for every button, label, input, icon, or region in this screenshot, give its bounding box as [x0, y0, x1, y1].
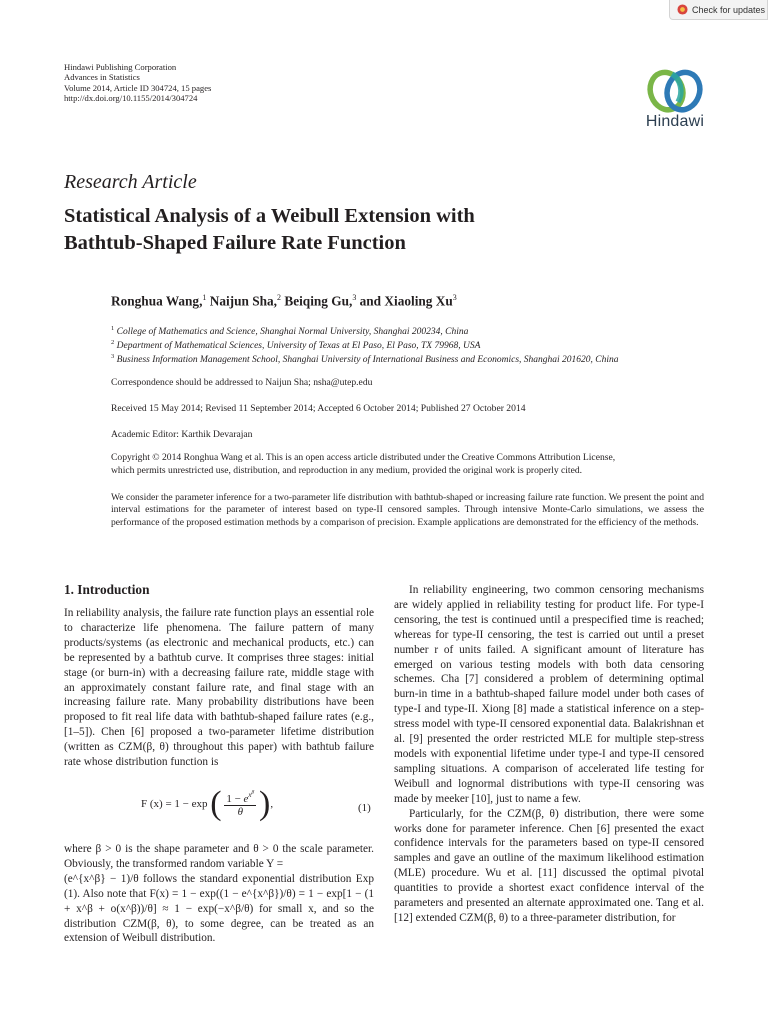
- section-heading: 1. Introduction: [64, 582, 150, 597]
- journal-info: [64, 62, 211, 104]
- left-paragraph-2-rest: (e^{x^β} − 1)/θ follows the standard exponential distribution Exp (1). Also note that F(x) = 1 − exp((1 − e^{x^β})/θ) = 1 − exp[1 − (1 + x^β + o(x^β))/θ] ≈ 1 − exp(−x^β/θ) for small x, and so the distribution CZM(β, θ), to some degree, can be treated as an extension of Weibull distribution.: [64, 872, 374, 945]
- affiliation-number: 1: [111, 325, 115, 332]
- left-column-paragraph-1: In reliability analysis, the failure rate function plays an essential role to characterize life phenomena. The failure pattern of many products/systems (as electronic and mechanical products, etc.) can be represented by a bathtub curve. It comprises three stages: initial stage (or burn-in) with a decreasing failure rate, middle stage with an approximately constant failure rate, and final stage with an increasing failure rate. Many probability distributions have been proposed to fit real life data with bathtub-shaped failure rates (e.g., [1–5]). Chen [6] proposed a two-parameter lifetime distribution (written as CZM(β, θ) throughout this paper) with bathtub failure rate whose distribution function is: [64, 607, 374, 769]
- abstract: We consider the parameter inference for a two-parameter life distribution with bathtub-shaped or increasing failure rate function. We present the point and interval estimations for the parameter of interest based on type-II censored samples. Through intensive Monte-Carlo simulations, we assess the performance of the proposed estimation methods by a comparison of precision. Example applications are demonstrated for the efficiency of the methods.: [111, 492, 704, 528]
- author-name: Beiqing Gu,: [284, 293, 353, 309]
- journal-name: Advances in Statistics: [64, 72, 140, 83]
- check-for-updates-button[interactable]: [669, 0, 768, 20]
- volume-info: Volume 2014, Article ID 304724, 15 pages: [64, 82, 212, 93]
- right-column-paragraph-2: Particularly, for the CZM(β, θ) distribution, there were some works done for parameter inference. Chen [6] presented the exact confidence intervals for the parameters based on type-II censored samples and gave an outline of the maximum likelihood estimation (MLE) procedure. Wu et al. [11] discussed the optimal pivotal quantities to provide a shortest exact confidence interval of the parameters and presented an alternate approximated one. Tang et al. [12] extended CZM(β, θ) to a three-parameter distribution, for: [394, 807, 704, 924]
- article-type: Research Article: [64, 171, 197, 193]
- affiliation-text: Department of Mathematical Sciences, University of Texas at El Paso, El Paso, TX 79968, USA: [116, 341, 481, 352]
- equation-fraction: $\frac{1 - e^{x^\beta}}{\theta}$: [226, 790, 255, 818]
- publisher: Hindawi Publishing Corporation: [64, 62, 177, 72]
- equation-1: F (x) = 1 − exp ( $\frac{1 - e^{x^\beta}}{\theta}$ ),: [141, 785, 274, 822]
- hindawi-logo-text: Hindawi: [645, 113, 705, 130]
- affiliation-3: [111, 353, 619, 365]
- copyright-line-1: Copyright © 2014 Ronghua Wang et al. This is an open access article distributed under the Creative Commons Attribution License,: [111, 452, 616, 463]
- correspondence: Correspondence should be addressed to Naijun Sha; nsha@utep.edu: [111, 377, 373, 388]
- equation-lhs: F (x) = 1 − exp: [141, 798, 208, 810]
- author-affiliation-mark: 3: [452, 293, 457, 302]
- check-for-updates-label: Check for updates: [692, 4, 766, 15]
- check-updates-icon: [677, 4, 688, 15]
- author-affiliation-mark: 2: [277, 293, 281, 302]
- affiliation-text: College of Mathematics and Science, Shanghai Normal University, Shanghai 200234, China: [116, 327, 469, 338]
- article-title: [64, 203, 624, 256]
- academic-editor: Academic Editor: Karthik Devarajan: [111, 429, 253, 440]
- author-affiliation-mark: 1: [202, 293, 207, 302]
- affiliation-number: 2: [111, 339, 115, 346]
- copyright-notice: [111, 451, 703, 477]
- author-list: [111, 293, 457, 309]
- author-name: and Xiaoling Xu: [359, 293, 453, 309]
- affiliation-text: Business Information Management School, Shanghai University of International Business and Economics, Shanghai 201620, China: [116, 355, 619, 366]
- copyright-line-2: which permits unrestricted use, distribution, and reproduction in any medium, provided the original work is properly cited.: [111, 465, 583, 477]
- left-column-paragraph-2: [64, 842, 374, 946]
- affiliation-number: 3: [111, 353, 115, 360]
- title-line-2: Bathtub-Shaped Failure Rate Function: [64, 231, 406, 254]
- equation-number: (1): [358, 802, 371, 814]
- left-paragraph-2-line-1: where β > 0 is the shape parameter and θ > 0 the scale parameter. Obviously, the transformed random variable Y =: [64, 843, 374, 870]
- affiliation-1: [111, 325, 468, 337]
- right-column: [394, 583, 704, 926]
- author-name: Naijun Sha,: [209, 293, 277, 309]
- equation-paren-open: (: [210, 785, 222, 822]
- author-affiliation-mark: 3: [352, 293, 357, 302]
- title-line-1: Statistical Analysis of a Weibull Extension with: [64, 205, 475, 227]
- author-name: Ronghua Wang,: [111, 293, 203, 309]
- equation-paren-close: ): [259, 785, 271, 822]
- affiliation-2: [111, 339, 480, 351]
- doi-link[interactable]: http://dx.doi.org/10.1155/2014/304724: [64, 93, 198, 104]
- right-column-paragraph-1: In reliability engineering, two common censoring mechanisms are widely applied in reliability testing for product life. For type-I censoring, the test is continued until a prespecified time is reached; whereas for type-II censoring, the test is carried out until a preset number r of units failed. A significant amount of literature has emerged on various testing models with both data censoring schemes. Cha [7] considered a problem of determining optimal burn-in time in a bathtub-shaped failure model under both cases of type-I and type-II. Xiong [8] made a statistical inference on a step-stress model with type-II censored exponential data. Balakrishnan et al. [9] presented the order restricted MLE for multiple step-stress models with exponential lifetime under type-I and type-II censored sampling situations. A comparison of accelerated life testing for Weibull and lognormal distributions with type-II censoring was made by meeker [10], just to name a few.: [394, 584, 704, 805]
- article-dates: Received 15 May 2014; Revised 11 September 2014; Accepted 6 October 2014; Published 27 October 2014: [111, 403, 526, 414]
